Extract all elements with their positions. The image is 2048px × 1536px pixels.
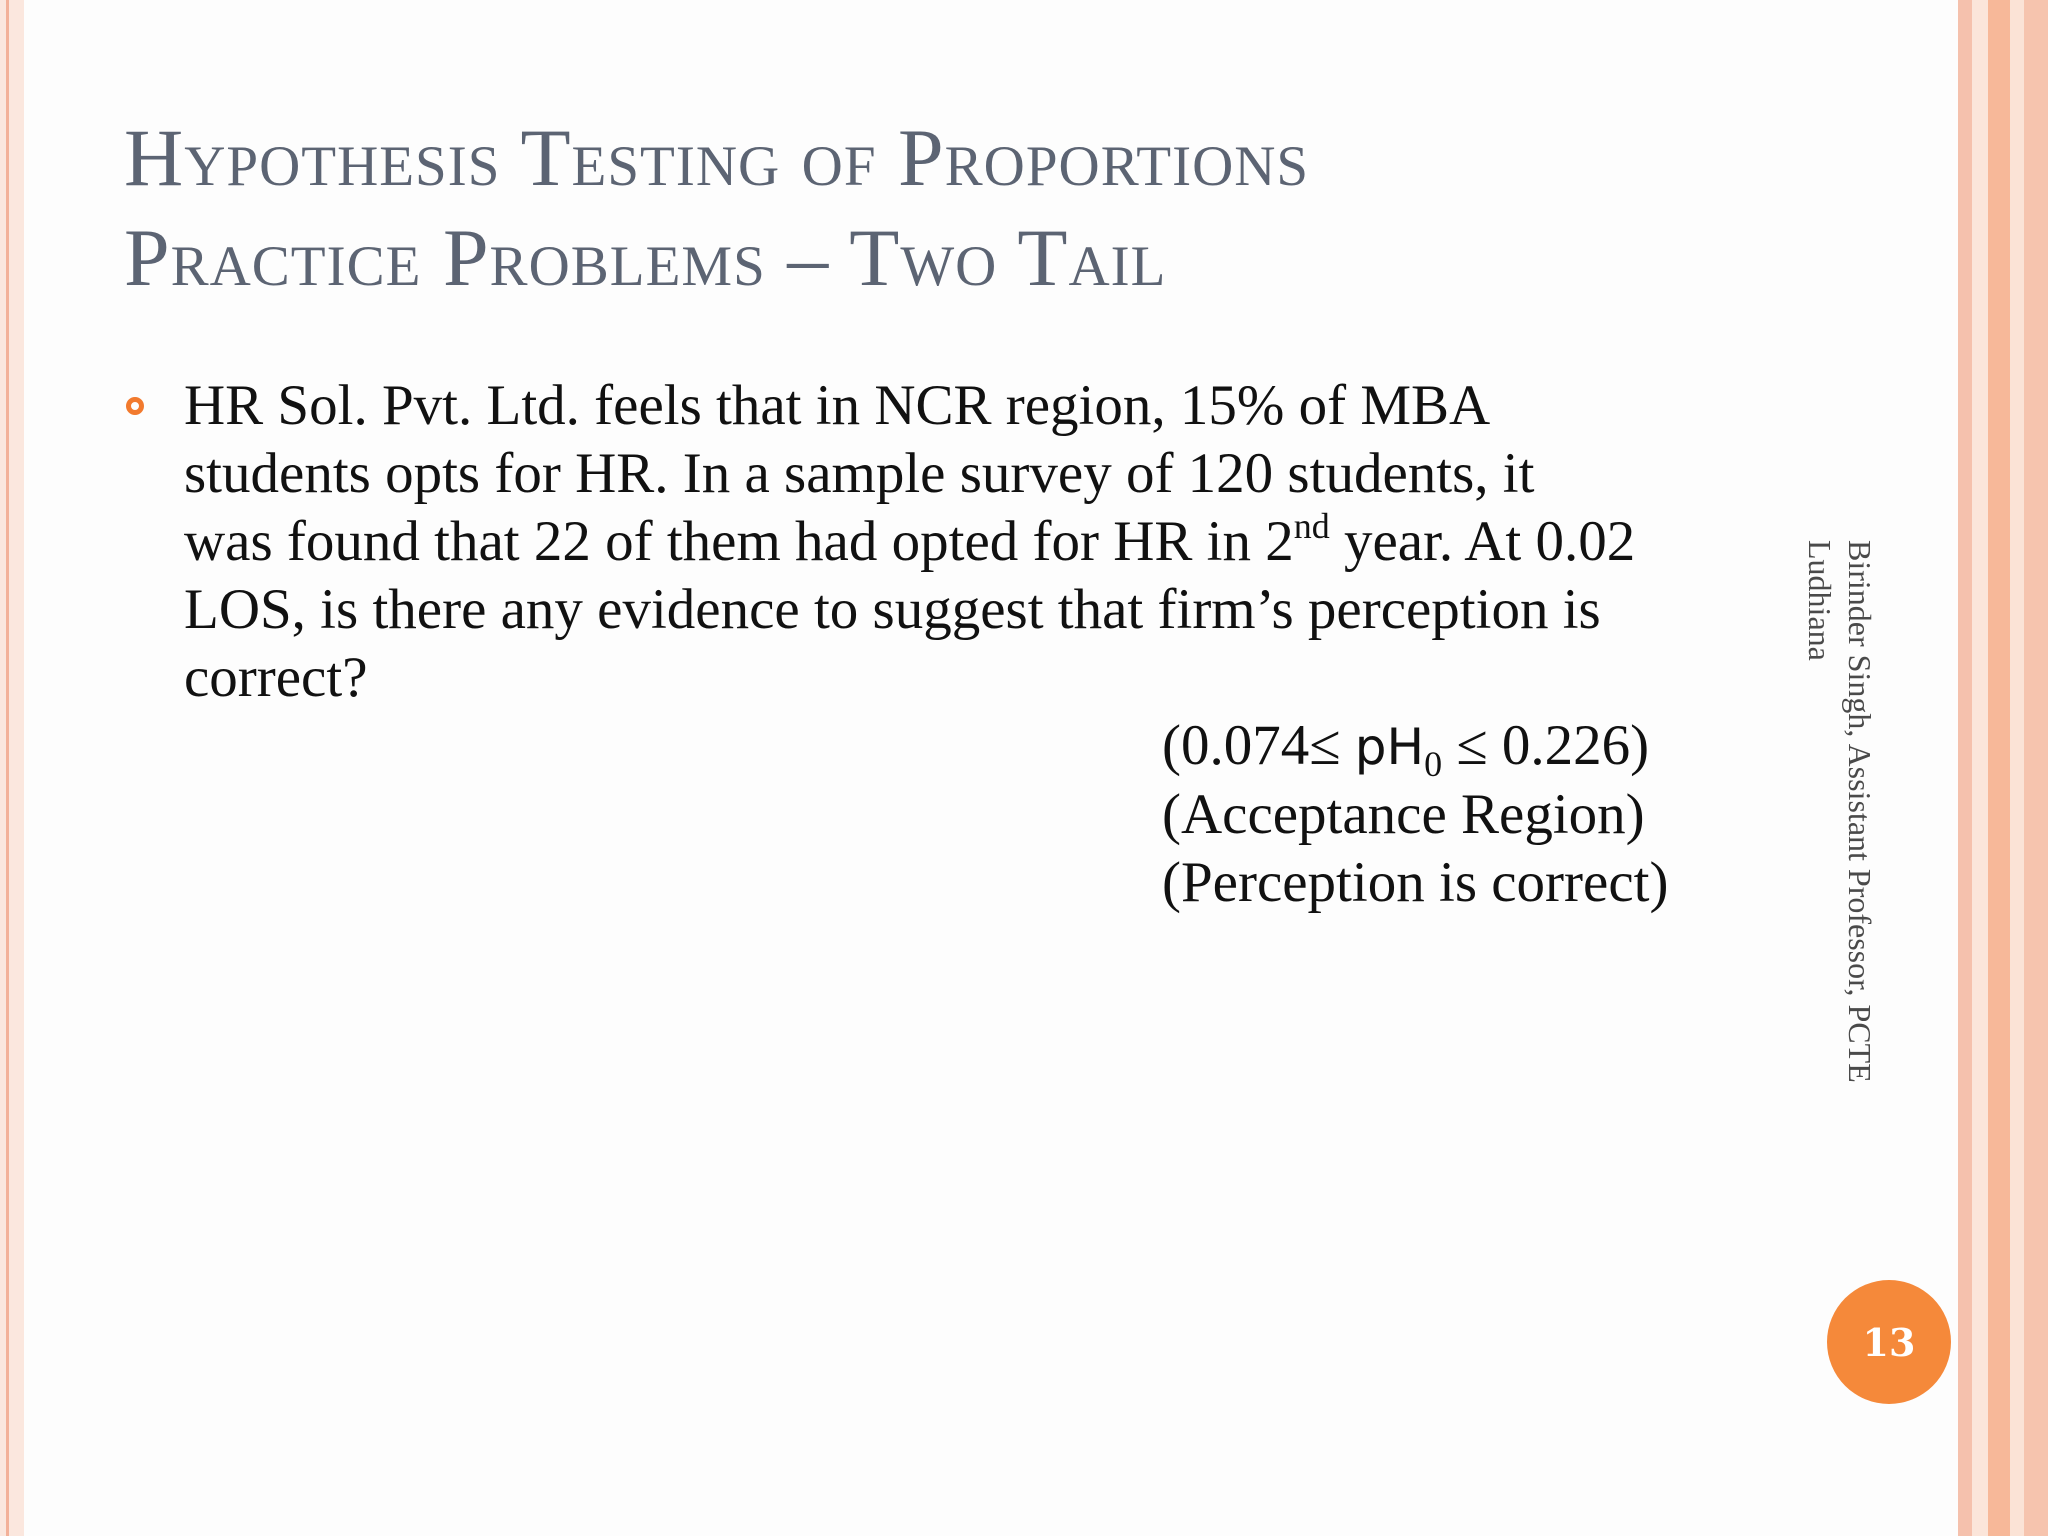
- range-subscript: 0: [1424, 744, 1443, 784]
- problem-line-5: correct?: [184, 646, 368, 709]
- author-footer: [1800, 540, 1880, 1083]
- right-decorative-stripe: [2010, 0, 2024, 1536]
- acceptance-range: [1162, 712, 1862, 784]
- problem-line-2: students opts for HR. In a sample survey of 120 students, it: [184, 442, 1535, 505]
- problem-line-3: [184, 508, 1864, 576]
- right-decorative-stripe: [1988, 0, 2010, 1536]
- problem-line-3-end: year. At 0.02: [1329, 510, 1636, 573]
- slide-title: [124, 108, 1684, 308]
- problem-line-3-start: was found that 22 of them had opted for HR in 2: [184, 510, 1294, 573]
- author-line-1: Birinder Singh, Assistant Professor, PCTE: [1842, 540, 1878, 1083]
- conclusion-label: (Perception is correct): [1162, 851, 1669, 914]
- slide-title-line-2: Practice Problems – Two Tail: [124, 212, 1167, 303]
- slide-title-line-1: Hypothesis Testing of Proportions: [124, 112, 1310, 203]
- left-decorative-border: [0, 0, 24, 1536]
- problem-line-1: HR Sol. Pvt. Ltd. feels that in NCR region, 15% of MBA: [184, 374, 1491, 437]
- right-decorative-stripe: [1958, 0, 1972, 1536]
- page-number-badge: 13: [1827, 1280, 1951, 1404]
- problem-statement: [184, 372, 1864, 712]
- range-upper: ≤ 0.226): [1442, 714, 1650, 777]
- bullet-circle-icon: [126, 397, 144, 415]
- acceptance-region-label: (Acceptance Region): [1162, 783, 1645, 846]
- ordinal-suffix: nd: [1293, 506, 1330, 546]
- problem-line-4: LOS, is there any evidence to suggest that firm’s perception is: [184, 578, 1601, 641]
- right-decorative-stripe: [1972, 0, 1988, 1536]
- range-lower: (0.074≤: [1162, 714, 1355, 777]
- author-line-2: Ludhiana: [1802, 540, 1838, 661]
- right-decorative-stripe: [2024, 0, 2048, 1536]
- range-variable: pH: [1354, 718, 1425, 776]
- answer-block: [1162, 712, 1862, 917]
